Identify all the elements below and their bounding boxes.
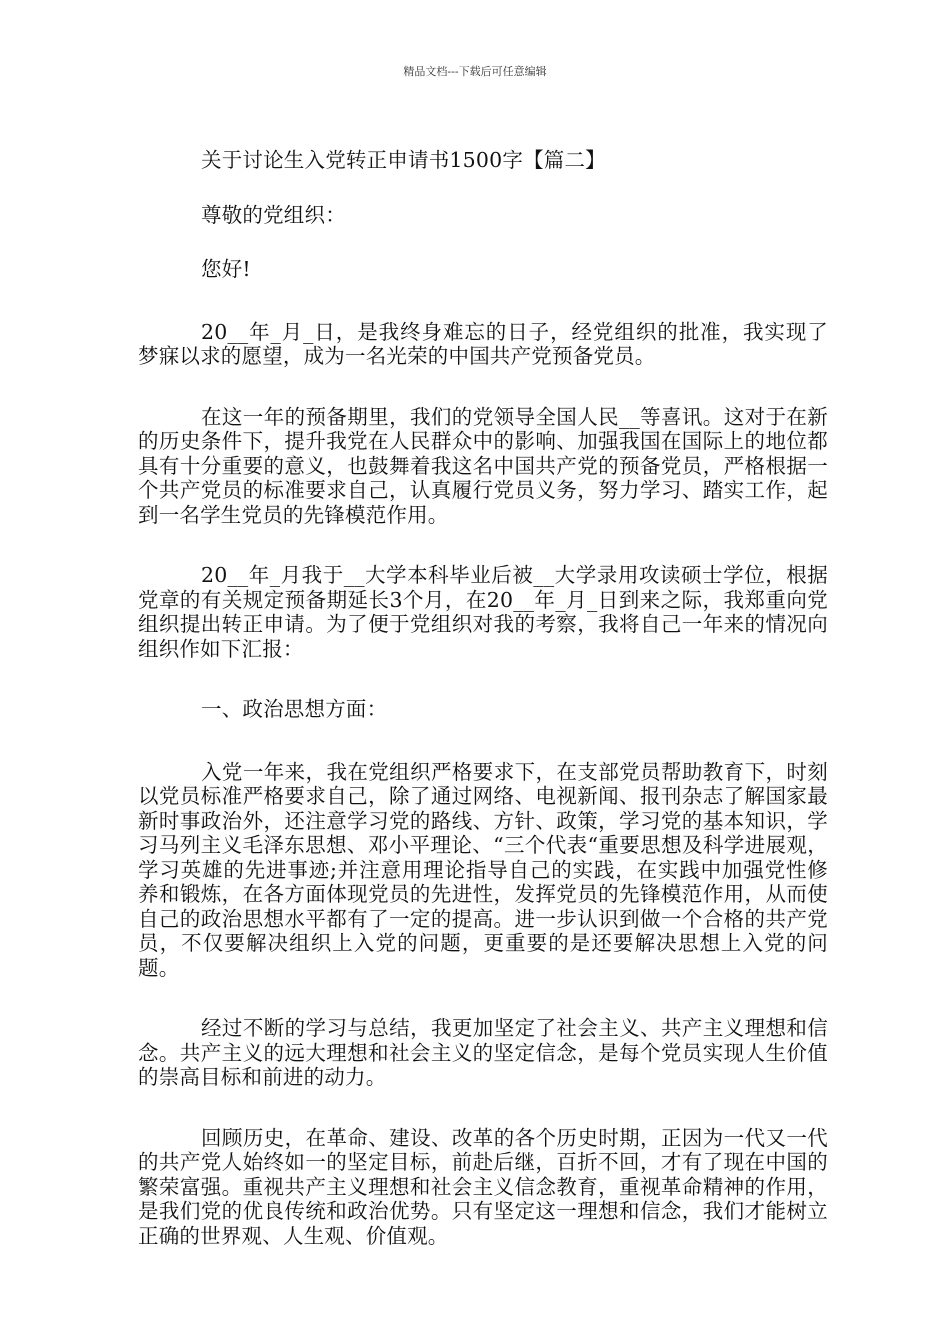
greeting: 您好! [201, 257, 251, 281]
salutation: 尊敬的党组织： [201, 202, 346, 227]
paragraph-3: 20__年_月我于__大学本科毕业后被__大学录用攻读硕士学位，根据党章的有关规定预备期延长3个月，在20__年_月_日到来之际，我郑重向党组织提出转正申请。为了便于党组织对我的考察，我将自己一年来的情况向组织作如下汇报： [138, 563, 828, 661]
paragraph-1: 20__年_月_日，是我终身难忘的日子，经党组织的批准，我实现了梦寐以求的愿望，成为一名光荣的中国共产党预备党员。 [138, 319, 828, 368]
paragraph-6: 回顾历史，在革命、建设、改革的各个历史时期，正因为一代又一代的共产党人始终如一的坚定目标，前赴后继，百折不回，才有了现在中国的繁荣富强。重视共产主义理想和社会主义信念教育，重视革命精神的作用，是我们党的优良传统和政治优势。只有坚定这一理想和信念，我们才能树立正确的世界观、人生观、价值观。 [138, 1125, 828, 1248]
paragraph-4: 入党一年来，我在党组织严格要求下，在支部党员帮助教育下，时刻以党员标准严格要求自己，除了通过网络、电视新闻、报刊杂志了解国家最新时事政治外，还注意学习党的路线、方针、政策，学习党的基本知识，学习马列主义毛泽东思想、邓小平理论、“三个代表“重要思想及科学进展观，学习英雄的先进事迹;并注意用理论指导自己的实践，在实践中加强党性修养和锻炼，在各方面体现党员的先进性，发挥党员的先锋模范作用，从而使自己的政治思想水平都有了一定的提高。进一步认识到做一个合格的共产党员，不仅要解决组织上入党的问题，更重要的是还要解决思想上入党的问题。 [138, 759, 828, 980]
paragraph-2: 在这一年的预备期里，我们的党领导全国人民__等喜讯。这对于在新的历史条件下，提升我党在人民群众中的影响、加强我国在国际上的地位都具有十分重要的意义，也鼓舞着我这名中国共产党的预备党员，严格根据一个共产党员的标准要求自己，认真履行党员义务，努力学习、踏实工作，起到一名学生党员的先锋模范作用。 [138, 404, 828, 527]
document-body [138, 148, 828, 1248]
page-header-note: 精品文档---下载后可任意编辑 [403, 65, 547, 78]
paragraph-5: 经过不断的学习与总结，我更加坚定了社会主义、共产主义理想和信念。共产主义的远大理想和社会主义的坚定信念，是每个党员实现人生价值的崇高目标和前进的动力。 [138, 1016, 828, 1089]
section-heading-political: 一、政治思想方面： [201, 697, 388, 721]
document-title: 关于讨论生入党转正申请书1500字【篇二】 [201, 148, 606, 172]
